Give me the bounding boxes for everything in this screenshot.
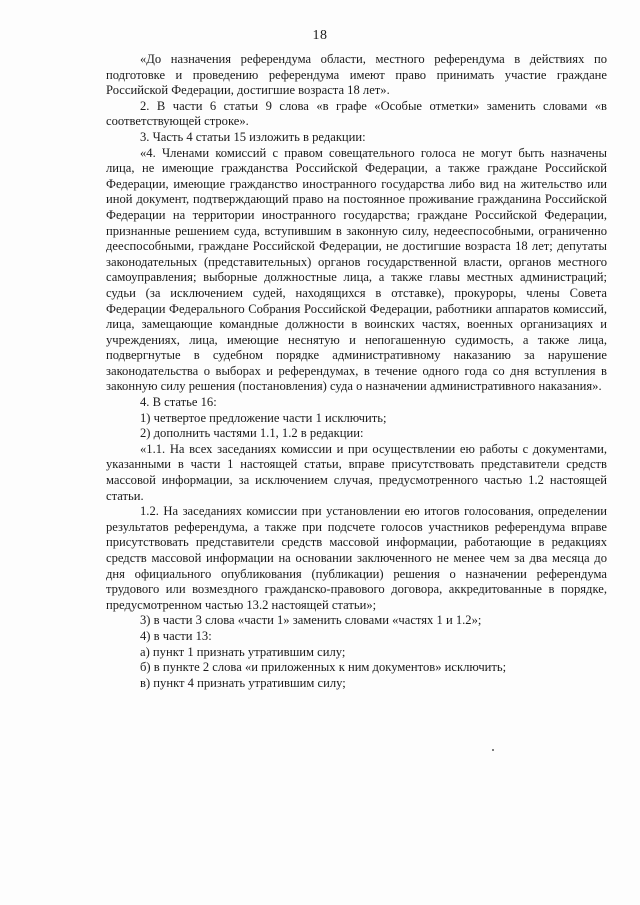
paragraph-part-1-2: 1.2. На заседаниях комиссии при установлении ею итогов голосования, определении результатов референдума, а также при подсчете голосов участников референдума вправе присутствовать представители средств массовой информации, работающие в редакциях средств массовой информации на основании заключенного не менее чем за два месяца до дня официального опубликования (публикации) решения о назначении референдума трудового или возмездного гражданско-правового договора, аккредитованные в порядке, предусмотренном частью 13.2 настоящей статьи»; (106, 504, 607, 612)
document-body (106, 52, 607, 691)
paragraph-subitem-v: в) пункт 4 признать утратившим силу; (140, 675, 346, 690)
paragraph-item-4: 4. В статье 16: (140, 395, 217, 410)
paragraph-part-4-text: «4. Членами комиссий с правом совещательного голоса не могут быть назначены лица, не имеющие гражданства Российской Федерации, а также граждане Российской Федерации, имеющие гражданство иностранного государства либо вид на жительство или иной документ, подтверждающий право на постоянное проживание гражданина Российской Федерации на территории иностранного государства; граждане Российской Федерации, признанные решением суда, вступившим в законную силу, недееспособными, ограниченно дееспособными, граждане Российской Федерации, не достигшие возраста 18 лет; депутаты законодательных (представительных) органов государственной власти, органов местного самоуправления; выборные должностные лица, а также главы местных администраций; судьи (за исключением судей, находящихся в отставке), прокуроры, члены Совета Федерации Федерального Собрания Российской Федерации, работники аппаратов комиссий, лица, замещающие командные должности в воинских частях, военных организациях и учреждениях, лица, имеющие неснятую и непогашенную судимость, а также лица, подвергнутые в судебном порядке административному наказанию за нарушение законодательства о выборах и референдумах, в течение одного года со дня вступления в законную силу решения (постановления) суда о назначении административного наказания». (106, 145, 607, 394)
paragraph-part-1-1: «1.1. На всех заседаниях комиссии и при осуществлении ею работы с документами, указанными в части 1 настоящей статьи, вправе присутствовать представители средств массовой информации, за исключением случая, предусмотренного частью 1.2 настоящей статьи. (106, 441, 607, 503)
scan-artifact (492, 749, 494, 751)
paragraph-referendum-age-quote: «До назначения референдума области, местного референдума в действиях по подготовке и проведению референдума имеют право принимать участие граждане Российской Федерации, достигшие возраста 18 лет». (106, 52, 607, 98)
paragraph-subitem-a: а) пункт 1 признать утратившим силу; (140, 644, 346, 659)
paragraph-subitem-4: 4) в части 13: (140, 628, 212, 643)
paragraph-subitem-1: 1) четвертое предложение части 1 исключить; (140, 410, 387, 425)
page-number: 18 (312, 28, 328, 43)
paragraph-item-3: 3. Часть 4 статьи 15 изложить в редакции: (140, 129, 366, 144)
paragraph-subitem-3: 3) в части 3 слова «части 1» заменить словами «частях 1 и 1.2»; (140, 613, 482, 628)
paragraph-subitem-b: б) в пункте 2 слова «и приложенных к ним документов» исключить; (140, 660, 507, 675)
paragraph-subitem-2: 2) дополнить частями 1.1, 1.2 в редакции: (140, 426, 364, 441)
paragraph-item-2: 2. В части 6 статьи 9 слова «в графе «Особые отметки» заменить словами «в соответствующей строке». (106, 98, 607, 129)
